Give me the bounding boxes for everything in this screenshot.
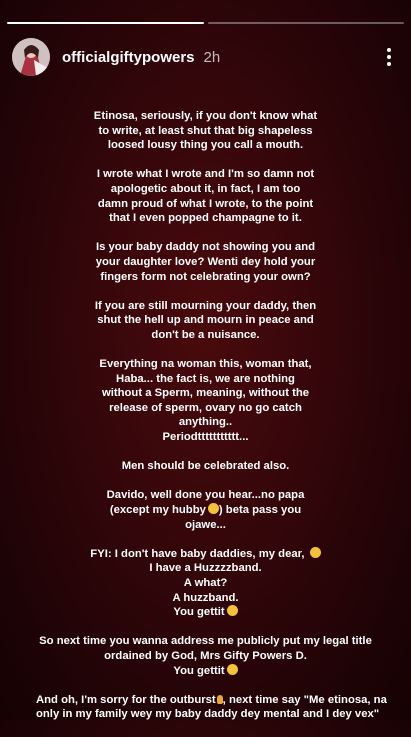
username[interactable]: officialgiftypowers [62,48,195,66]
text-line: that I even popped champagne to it. [109,212,302,225]
text-fragment: And oh, I'm sorry for the outburst [36,693,216,706]
text-line: A huzzband. [172,591,239,604]
text-line: without a Sperm, meaning, without the [101,387,310,400]
hugging-emoji-icon [310,547,321,558]
story-progress-bar [7,22,404,24]
text-line: fingers form not celebrating your own? [100,270,311,283]
text-line: your daughter love? Wenti dey hold your [95,255,316,268]
text-line [36,503,375,518]
text-line: to write, at least shut that big shapeless [98,124,313,137]
story-text [36,109,387,737]
paragraph [36,109,375,153]
text-fragment: ) beta pass you [218,504,302,517]
avatar-image [12,38,50,76]
unamused-emoji-icon [227,605,238,616]
paragraph [36,547,375,620]
paragraph [36,693,387,722]
text-line [36,693,387,708]
paragraph [36,488,375,532]
text-line: Everything na woman this, woman that, [99,358,312,371]
text-line: Etinosa, seriously, if you don't know what [93,110,318,122]
text-line: release of sperm, ovary no go catch [109,401,302,414]
profile-avatar[interactable] [12,38,50,76]
text-line: shut the hell up and mourn in peace and [97,314,314,327]
text-line: only in my family wey my baby daddy dey mental and I dey vex" [36,708,380,721]
paragraph [36,299,375,343]
text-line [36,547,375,562]
story-progress-segment [208,22,405,24]
text-fragment: , next time say "Me etinosa, na [222,693,387,706]
story-progress-fill [7,22,204,24]
paragraph [36,634,375,678]
story-header [12,37,399,77]
text-fragment: FYI: I don't have baby daddies, my dear, [90,547,305,560]
text-line: So next time you wanna address me publicly put my legal title [39,635,372,648]
text-line: A what? [183,577,228,589]
text-line: ojawe... [185,518,226,531]
paragraph [36,459,375,474]
text-line: don't be a nuisance. [151,328,260,341]
text-line: apologetic about it, in fact, I am too [110,182,301,195]
text-line: Men should be celebrated also. [121,460,290,473]
text-line: Haba... the fact is, we are nothing [116,372,295,385]
text-line: Davido, well done you hear...no papa [106,489,305,502]
relieved-emoji-icon [227,664,238,675]
text-line: I have a Huzzzzband. [149,562,262,575]
text-line: anything.. [178,416,233,429]
text-fragment: You gettit [173,606,225,619]
text-line: I wrote what I wrote and I'm so damn not [96,168,315,181]
text-fragment: You gettit [173,664,225,677]
more-options-button[interactable] [379,45,399,69]
text-line: If you are still mourning your daddy, then [94,299,317,312]
text-line [36,664,375,679]
text-line: damn proud of what I wrote, to the point [97,197,314,210]
text-line: ordained by God, Mrs Gifty Powers D. [104,649,307,662]
paragraph [36,357,375,445]
story-progress-segment [7,22,204,24]
paragraph [36,167,375,225]
text-line: Is your baby daddy not showing you and [95,241,316,254]
paragraph [36,240,375,284]
text-line: loosed lousy thing you call a mouth. [107,139,304,152]
more-vertical-icon [387,48,391,66]
text-fragment: (except my hubby [109,504,206,517]
post-time: 2h [203,48,221,66]
text-line: Periodttttttttttt... [162,431,249,444]
text-line [36,605,375,620]
smirk-emoji-icon [208,503,219,514]
